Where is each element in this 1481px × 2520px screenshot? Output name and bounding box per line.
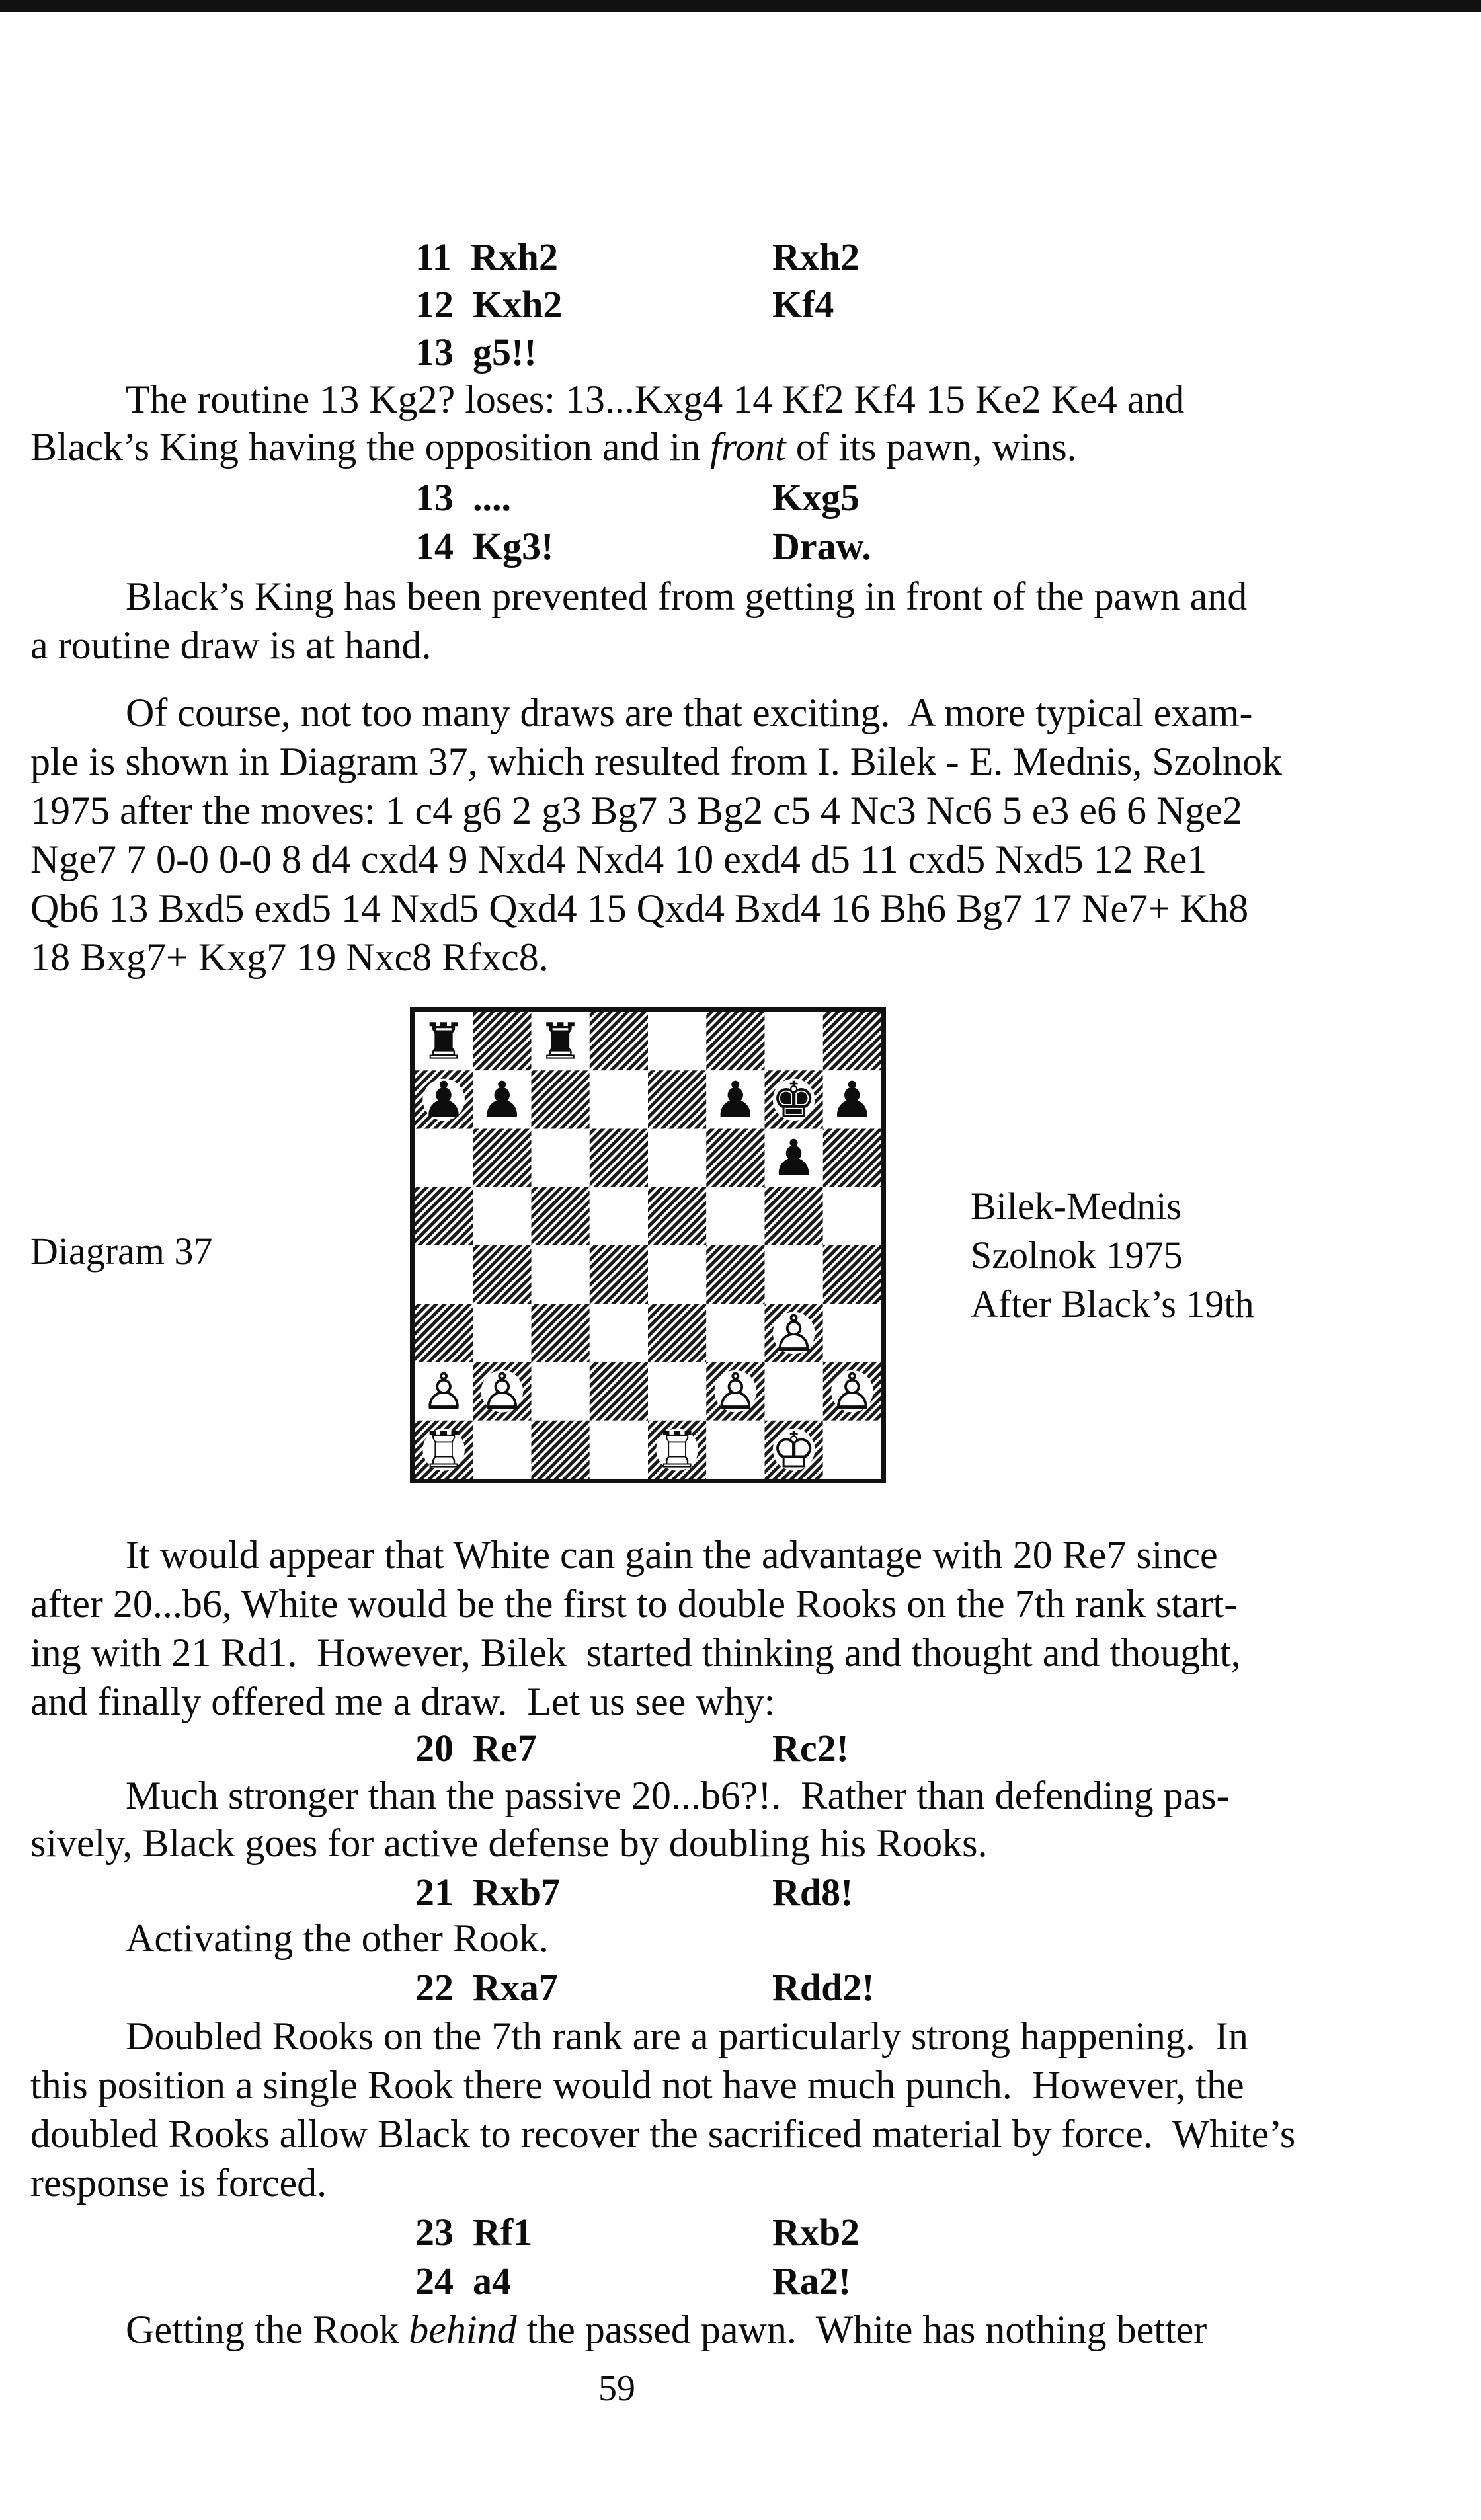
move-23-black: Rxb2 [772, 2211, 860, 2254]
para6-line1: Activating the other Rook. [126, 1916, 549, 1960]
board-square-e6 [648, 1129, 706, 1187]
para2-line1: Black’s King has been prevented from getting in front of the pawn and [126, 574, 1248, 618]
board-square-a4 [415, 1245, 473, 1304]
para3-line5: Qb6 13 Bxd5 exd5 14 Nxd5 Qxd4 15 Qxd4 Bxd4 16 Bh6 Bg7 17 Ne7+ Kh8 [30, 886, 1249, 930]
para4-line4: and finally offered me a draw. Let us see why: [30, 1680, 776, 1723]
emphasis-front: front [710, 425, 786, 469]
board-square-h1 [823, 1421, 881, 1479]
board-square-d8 [590, 1012, 648, 1070]
board-square-b6 [473, 1129, 531, 1187]
para3-line3: 1975 after the moves: 1 c4 g6 2 g3 Bg7 3 Bg2 c5 4 Nc3 Nc6 5 e3 e6 6 Nge2 [30, 789, 1242, 832]
board-square-g5 [765, 1187, 823, 1245]
board-square-c3 [532, 1304, 590, 1362]
para4-line2: after 20...b6, White would be the first to double Rooks on the 7th rank start- [30, 1582, 1238, 1626]
board-square-c7 [532, 1070, 590, 1128]
board-square-f6 [706, 1129, 764, 1187]
board-square-c4 [532, 1245, 590, 1304]
board-square-e4 [648, 1245, 706, 1304]
para7-line3: doubled Rooks allow Black to recover the sacrificed material by force. White’s [30, 2112, 1296, 2156]
move-24-black: Ra2! [772, 2260, 852, 2303]
move-11-black: Rxh2 [772, 235, 860, 278]
black-pawn-icon: ♟ [421, 1070, 467, 1129]
move-12-black: Kf4 [772, 283, 834, 326]
black-pawn-icon: ♟ [479, 1070, 525, 1129]
board-square-b8 [473, 1012, 531, 1070]
para3-line6: 18 Bxg7+ Kxg7 19 Nxc8 Rfxc8. [30, 935, 549, 979]
para5-line2: sively, Black goes for active defense by doubling his Rooks. [30, 1821, 988, 1865]
move-11-white: 11 Rxh2 [415, 235, 558, 278]
board-square-e7 [648, 1070, 706, 1128]
para5-line1: Much stronger than the passive 20...b6?!. Rather than defending pas- [126, 1774, 1230, 1817]
black-king-icon: ♚ [771, 1070, 817, 1129]
board-square-f5 [706, 1187, 764, 1245]
para3-line1: Of course, not too many draws are that exciting. A more typical exam- [126, 691, 1253, 734]
para4-line1: It would appear that White can gain the advantage with 20 Re7 since [126, 1533, 1218, 1577]
board-square-a6 [415, 1129, 473, 1187]
board-square-d6 [590, 1129, 648, 1187]
white-rook-icon: ♖ [421, 1421, 467, 1479]
white-rook-icon: ♖ [655, 1421, 700, 1479]
board-square-h8 [823, 1012, 881, 1070]
board-square-f1 [706, 1421, 764, 1479]
black-pawn-icon: ♟ [771, 1129, 817, 1188]
board-square-g4 [765, 1245, 823, 1304]
board-square-h4 [823, 1245, 881, 1304]
move-13-black: Kxg5 [772, 476, 860, 519]
board-square-c2 [532, 1362, 590, 1421]
board-square-d7 [590, 1070, 648, 1128]
move-22-black: Rdd2! [772, 1966, 875, 2009]
white-pawn-icon: ♙ [479, 1362, 525, 1421]
chess-diagram [410, 1007, 886, 1483]
move-20-white: 20 Re7 [415, 1727, 537, 1770]
board-square-b3 [473, 1304, 531, 1362]
move-13-dots: 13 .... [415, 476, 511, 519]
board-square-e5 [648, 1187, 706, 1245]
diagram-caption-line1: Bilek-Mednis [971, 1185, 1181, 1228]
black-rook-icon: ♜ [421, 1012, 467, 1071]
chess-board [415, 1012, 881, 1479]
board-square-f3 [706, 1304, 764, 1362]
board-square-h6 [823, 1129, 881, 1187]
para1-line1: The routine 13 Kg2? loses: 13...Kxg4 14 Kf2 Kf4 15 Ke2 Ke4 and [126, 377, 1185, 421]
board-square-b5 [473, 1187, 531, 1245]
board-square-e8 [648, 1012, 706, 1070]
board-square-d1 [590, 1421, 648, 1479]
para3-line4: Nge7 7 0-0 0-0 8 d4 cxd4 9 Nxd4 Nxd4 10 exd4 d5 11 cxd5 Nxd5 12 Re1 [30, 838, 1207, 881]
board-square-e3 [648, 1304, 706, 1362]
move-14-black: Draw. [772, 525, 871, 568]
emphasis-behind: behind [409, 2308, 517, 2351]
board-square-g8 [765, 1012, 823, 1070]
move-21-white: 21 Rxb7 [415, 1871, 561, 1914]
board-square-f8 [706, 1012, 764, 1070]
diagram-caption-line2: Szolnok 1975 [971, 1234, 1183, 1277]
move-21-black: Rd8! [772, 1871, 854, 1914]
para8-line1: Getting the Rook behind the passed pawn. White has nothing better [126, 2308, 1207, 2351]
board-square-g2 [765, 1362, 823, 1421]
move-22-white: 22 Rxa7 [415, 1966, 558, 2009]
black-pawn-icon: ♟ [829, 1070, 875, 1129]
white-pawn-icon: ♙ [713, 1362, 758, 1421]
board-square-c6 [532, 1129, 590, 1187]
page-number: 59 [598, 2368, 635, 2409]
move-14-white: 14 Kg3! [415, 525, 554, 568]
board-square-a5 [415, 1187, 473, 1245]
board-square-b1 [473, 1421, 531, 1479]
move-23-white: 23 Rf1 [415, 2211, 533, 2254]
para2-line2: a routine draw is at hand. [30, 623, 432, 667]
move-12-white: 12 Kxh2 [415, 283, 563, 326]
white-pawn-icon: ♙ [771, 1304, 817, 1362]
white-king-icon: ♔ [771, 1421, 817, 1479]
board-square-d5 [590, 1187, 648, 1245]
black-rook-icon: ♜ [538, 1012, 583, 1071]
board-square-f4 [706, 1245, 764, 1304]
board-square-e2 [648, 1362, 706, 1421]
top-border-rule [0, 0, 1481, 12]
board-square-d3 [590, 1304, 648, 1362]
para7-line4: response is forced. [30, 2161, 327, 2205]
board-square-b4 [473, 1245, 531, 1304]
para4-line3: ing with 21 Rd1. However, Bilek started thinking and thought and thought, [30, 1631, 1241, 1674]
para1-line2: Black’s King having the opposition and in front of its pawn, wins. [30, 425, 1077, 469]
move-13-white: 13 g5!! [415, 331, 537, 374]
board-square-d4 [590, 1245, 648, 1304]
black-pawn-icon: ♟ [713, 1070, 758, 1129]
board-square-a3 [415, 1304, 473, 1362]
para3-line2: ple is shown in Diagram 37, which resulted from I. Bilek - E. Mednis, Szolnok [30, 740, 1283, 783]
board-square-h5 [823, 1187, 881, 1245]
diagram-caption-line3: After Black’s 19th [971, 1282, 1254, 1325]
diagram-label: Diagram 37 [30, 1230, 213, 1273]
board-square-c5 [532, 1187, 590, 1245]
board-square-c1 [532, 1421, 590, 1479]
move-24-white: 24 a4 [415, 2260, 511, 2303]
para7-line2: this position a single Rook there would not have much punch. However, the [30, 2063, 1244, 2107]
white-pawn-icon: ♙ [829, 1362, 875, 1421]
board-square-d2 [590, 1362, 648, 1421]
para7-line1: Doubled Rooks on the 7th rank are a particularly strong happening. In [126, 2014, 1248, 2058]
board-square-h3 [823, 1304, 881, 1362]
white-pawn-icon: ♙ [421, 1362, 467, 1421]
move-20-black: Rc2! [772, 1727, 849, 1770]
